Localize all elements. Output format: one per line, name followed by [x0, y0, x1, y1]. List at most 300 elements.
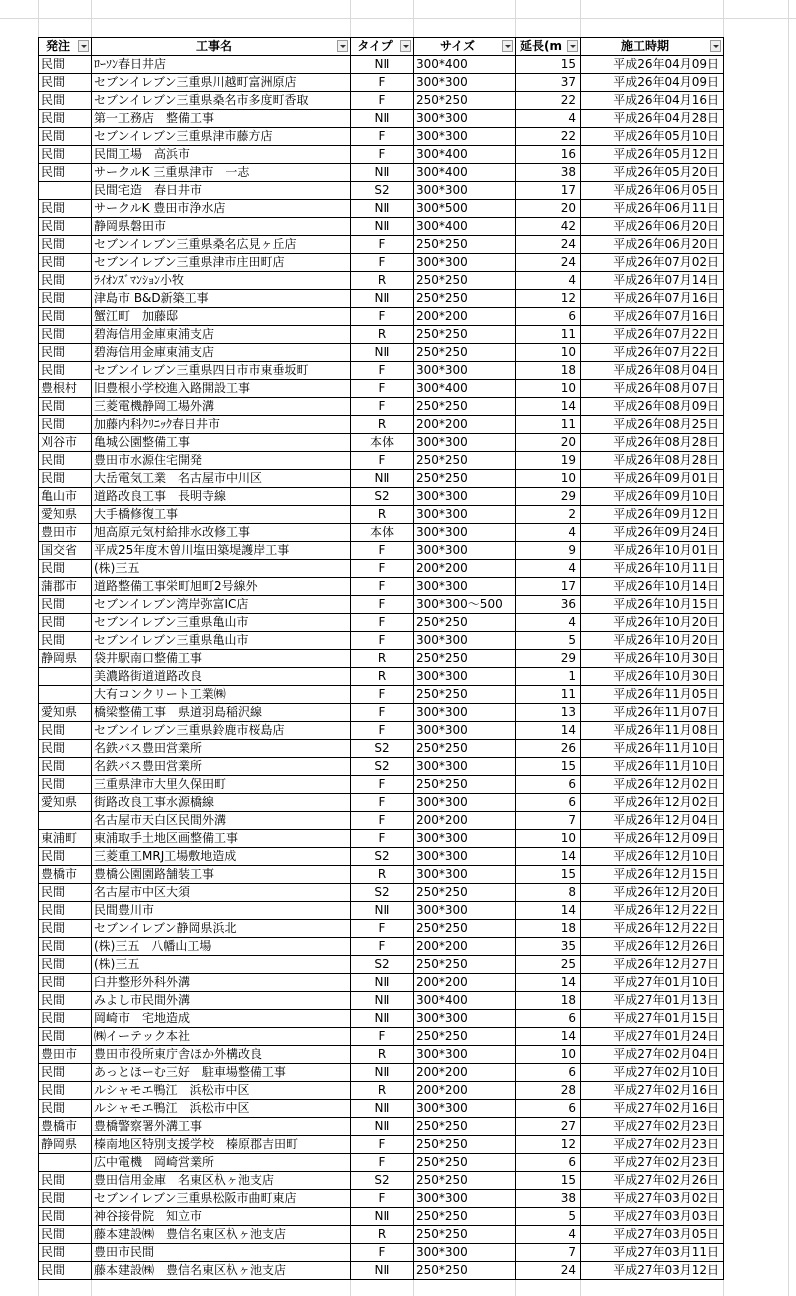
cell-size[interactable]: 200*200 [414, 308, 516, 326]
cell-size[interactable]: 250*250 [414, 326, 516, 344]
cell-project-name[interactable]: セブンイレブン三重県桑名広見ヶ丘店 [92, 236, 351, 254]
cell-client[interactable]: 民間 [39, 1100, 92, 1118]
cell-type[interactable]: F [351, 362, 414, 380]
cell-project-name[interactable]: 豊田市役所東庁舎ほか外構改良 [92, 1046, 351, 1064]
cell-type[interactable]: NⅡ [351, 1064, 414, 1082]
cell-type[interactable]: 本体 [351, 434, 414, 452]
cell-type[interactable]: NⅡ [351, 1118, 414, 1136]
cell-project-name[interactable]: 三菱電機静岡工場外溝 [92, 398, 351, 416]
cell-project-name[interactable]: 旧豊根小学校進入路開設工事 [92, 380, 351, 398]
cell-project-name[interactable]: 袋井駅南口整備工事 [92, 650, 351, 668]
cell-size[interactable]: 250*250 [414, 272, 516, 290]
cell-size[interactable]: 250*250 [414, 1154, 516, 1172]
cell-date[interactable]: 平成26年07月22日 [581, 326, 724, 344]
cell-size[interactable]: 300*400 [414, 164, 516, 182]
cell-date[interactable]: 平成27年01月13日 [581, 992, 724, 1010]
cell-date[interactable]: 平成27年01月10日 [581, 974, 724, 992]
cell-client[interactable]: 静岡県 [39, 1136, 92, 1154]
cell-date[interactable]: 平成26年11月07日 [581, 704, 724, 722]
cell-client[interactable]: 民間 [39, 74, 92, 92]
cell-length[interactable]: 35 [516, 938, 581, 956]
cell-type[interactable]: F [351, 632, 414, 650]
cell-project-name[interactable]: 橋梁整備工事 県道羽島稲沢線 [92, 704, 351, 722]
cell-client[interactable]: 民間 [39, 452, 92, 470]
cell-project-name[interactable]: 街路改良工事水源橋線 [92, 794, 351, 812]
cell-client[interactable]: 民間 [39, 776, 92, 794]
cell-type[interactable]: R [351, 866, 414, 884]
cell-size[interactable]: 300*300 [414, 182, 516, 200]
cell-type[interactable]: NⅡ [351, 470, 414, 488]
cell-date[interactable]: 平成26年12月22日 [581, 920, 724, 938]
cell-size[interactable]: 300*300 [414, 668, 516, 686]
cell-date[interactable]: 平成26年11月05日 [581, 686, 724, 704]
cell-date[interactable]: 平成26年05月10日 [581, 128, 724, 146]
cell-size[interactable]: 250*250 [414, 92, 516, 110]
cell-project-name[interactable]: 豊田市民間 [92, 1244, 351, 1262]
cell-type[interactable]: S2 [351, 758, 414, 776]
cell-size[interactable]: 300*300 [414, 488, 516, 506]
cell-length[interactable]: 6 [516, 308, 581, 326]
cell-type[interactable]: R [351, 668, 414, 686]
cell-date[interactable]: 平成26年10月30日 [581, 668, 724, 686]
cell-type[interactable]: F [351, 380, 414, 398]
cell-type[interactable]: F [351, 776, 414, 794]
cell-project-name[interactable]: 豊田市水源住宅開発 [92, 452, 351, 470]
cell-type[interactable]: NⅡ [351, 56, 414, 74]
cell-length[interactable]: 38 [516, 1190, 581, 1208]
cell-size[interactable]: 300*300 [414, 758, 516, 776]
cell-date[interactable]: 平成26年12月15日 [581, 866, 724, 884]
cell-client[interactable]: 民間 [39, 560, 92, 578]
cell-type[interactable]: F [351, 254, 414, 272]
cell-size[interactable]: 250*250 [414, 344, 516, 362]
cell-client[interactable]: 愛知県 [39, 704, 92, 722]
cell-length[interactable]: 10 [516, 344, 581, 362]
cell-type[interactable]: F [351, 1154, 414, 1172]
cell-project-name[interactable]: 津島市 B&D新築工事 [92, 290, 351, 308]
cell-length[interactable]: 17 [516, 182, 581, 200]
cell-project-name[interactable]: 榛南地区特別支援学校 榛原郡吉田町 [92, 1136, 351, 1154]
cell-length[interactable]: 4 [516, 560, 581, 578]
cell-client[interactable]: 蒲郡市 [39, 578, 92, 596]
cell-client[interactable]: 民間 [39, 290, 92, 308]
cell-size[interactable]: 200*200 [414, 812, 516, 830]
cell-project-name[interactable]: ﾛｰｿﾝ春日井店 [92, 56, 351, 74]
cell-date[interactable]: 平成26年12月02日 [581, 794, 724, 812]
cell-date[interactable]: 平成26年10月30日 [581, 650, 724, 668]
cell-size[interactable]: 250*250 [414, 920, 516, 938]
cell-project-name[interactable]: 名鉄バス豊田営業所 [92, 758, 351, 776]
cell-project-name[interactable]: みよし市民間外溝 [92, 992, 351, 1010]
cell-length[interactable]: 14 [516, 848, 581, 866]
cell-project-name[interactable]: 藤本建設㈱ 豊信名東区杁ヶ池支店 [92, 1226, 351, 1244]
cell-size[interactable]: 200*200 [414, 938, 516, 956]
cell-date[interactable]: 平成26年10月20日 [581, 614, 724, 632]
cell-client[interactable]: 民間 [39, 56, 92, 74]
cell-size[interactable]: 250*250 [414, 956, 516, 974]
cell-client[interactable] [39, 686, 92, 704]
cell-length[interactable]: 24 [516, 1262, 581, 1280]
filter-dropdown-icon[interactable] [502, 40, 513, 52]
cell-date[interactable]: 平成26年10月11日 [581, 560, 724, 578]
filter-dropdown-icon[interactable] [78, 40, 89, 52]
cell-client[interactable]: 民間 [39, 218, 92, 236]
cell-length[interactable]: 5 [516, 1208, 581, 1226]
cell-size[interactable]: 200*200 [414, 1064, 516, 1082]
cell-date[interactable]: 平成26年10月15日 [581, 596, 724, 614]
cell-project-name[interactable]: 東浦取手土地区画整備工事 [92, 830, 351, 848]
cell-type[interactable]: R [351, 1082, 414, 1100]
cell-length[interactable]: 14 [516, 398, 581, 416]
cell-project-name[interactable]: 三菱重工MRJ工場敷地造成 [92, 848, 351, 866]
cell-date[interactable]: 平成26年12月10日 [581, 848, 724, 866]
cell-project-name[interactable]: セブンイレブン三重県亀山市 [92, 614, 351, 632]
cell-project-name[interactable]: 神谷接骨院 知立市 [92, 1208, 351, 1226]
cell-length[interactable]: 16 [516, 146, 581, 164]
cell-date[interactable]: 平成26年10月14日 [581, 578, 724, 596]
cell-date[interactable]: 平成26年08月09日 [581, 398, 724, 416]
cell-type[interactable]: F [351, 704, 414, 722]
cell-length[interactable]: 1 [516, 668, 581, 686]
cell-project-name[interactable]: セブンイレブン三重県川越町富洲原店 [92, 74, 351, 92]
cell-size[interactable]: 250*250 [414, 470, 516, 488]
cell-size[interactable]: 300*300 [414, 794, 516, 812]
cell-date[interactable]: 平成26年11月10日 [581, 758, 724, 776]
cell-size[interactable]: 300*300 [414, 848, 516, 866]
cell-type[interactable]: F [351, 236, 414, 254]
cell-date[interactable]: 平成27年03月02日 [581, 1190, 724, 1208]
cell-client[interactable]: 豊橋市 [39, 866, 92, 884]
cell-type[interactable]: F [351, 578, 414, 596]
cell-project-name[interactable]: セブンイレブン三重県鈴鹿市桜島店 [92, 722, 351, 740]
cell-length[interactable]: 4 [516, 272, 581, 290]
cell-date[interactable]: 平成27年02月16日 [581, 1100, 724, 1118]
cell-type[interactable]: F [351, 938, 414, 956]
cell-type[interactable]: F [351, 1190, 414, 1208]
cell-length[interactable]: 37 [516, 74, 581, 92]
cell-length[interactable]: 22 [516, 128, 581, 146]
cell-date[interactable]: 平成26年12月20日 [581, 884, 724, 902]
cell-type[interactable]: S2 [351, 182, 414, 200]
cell-client[interactable]: 民間 [39, 1190, 92, 1208]
cell-date[interactable]: 平成26年12月26日 [581, 938, 724, 956]
cell-length[interactable]: 10 [516, 470, 581, 488]
cell-type[interactable]: R [351, 416, 414, 434]
cell-date[interactable]: 平成26年12月09日 [581, 830, 724, 848]
cell-size[interactable]: 200*200 [414, 560, 516, 578]
cell-client[interactable]: 民間 [39, 470, 92, 488]
cell-project-name[interactable]: 民間宅造 春日井市 [92, 182, 351, 200]
cell-type[interactable]: F [351, 830, 414, 848]
cell-size[interactable]: 300*300 [414, 1190, 516, 1208]
cell-client[interactable]: 豊田市 [39, 524, 92, 542]
cell-length[interactable]: 9 [516, 542, 581, 560]
cell-project-name[interactable]: 豊橋公園園路舗装工事 [92, 866, 351, 884]
cell-length[interactable]: 15 [516, 1172, 581, 1190]
cell-length[interactable]: 20 [516, 200, 581, 218]
cell-length[interactable]: 24 [516, 236, 581, 254]
cell-date[interactable]: 平成26年09月01日 [581, 470, 724, 488]
cell-date[interactable]: 平成26年12月27日 [581, 956, 724, 974]
cell-project-name[interactable]: 道路整備工事栄町旭町2号線外 [92, 578, 351, 596]
cell-client[interactable]: 豊田市 [39, 1046, 92, 1064]
cell-date[interactable]: 平成27年03月11日 [581, 1244, 724, 1262]
cell-length[interactable]: 15 [516, 56, 581, 74]
cell-client[interactable]: 民間 [39, 632, 92, 650]
cell-client[interactable]: 民間 [39, 164, 92, 182]
cell-length[interactable]: 6 [516, 1100, 581, 1118]
cell-client[interactable]: 民間 [39, 1208, 92, 1226]
cell-client[interactable]: 民間 [39, 326, 92, 344]
cell-client[interactable]: 豊橋市 [39, 1118, 92, 1136]
cell-type[interactable]: F [351, 614, 414, 632]
cell-length[interactable]: 14 [516, 902, 581, 920]
cell-size[interactable]: 300*300 [414, 722, 516, 740]
cell-type[interactable]: NⅡ [351, 1208, 414, 1226]
cell-length[interactable]: 6 [516, 1154, 581, 1172]
cell-length[interactable]: 5 [516, 632, 581, 650]
cell-size[interactable]: 200*200 [414, 416, 516, 434]
cell-project-name[interactable]: 蟹江町 加藤邸 [92, 308, 351, 326]
cell-project-name[interactable]: 大手橋修復工事 [92, 506, 351, 524]
cell-project-name[interactable]: サークルK 豊田市浄水店 [92, 200, 351, 218]
cell-client[interactable]: 民間 [39, 1172, 92, 1190]
cell-project-name[interactable]: ﾗｲｵﾝｽﾞﾏﾝｼｮﾝ小牧 [92, 272, 351, 290]
cell-size[interactable]: 300*300 [414, 830, 516, 848]
cell-size[interactable]: 300*300 [414, 254, 516, 272]
cell-length[interactable]: 29 [516, 488, 581, 506]
cell-length[interactable]: 12 [516, 1136, 581, 1154]
filter-dropdown-icon[interactable] [400, 40, 411, 52]
cell-project-name[interactable]: 加藤内科ｸﾘﾆｯｸ春日井市 [92, 416, 351, 434]
cell-date[interactable]: 平成26年12月04日 [581, 812, 724, 830]
cell-client[interactable]: 愛知県 [39, 506, 92, 524]
cell-date[interactable]: 平成26年07月14日 [581, 272, 724, 290]
cell-date[interactable]: 平成26年08月25日 [581, 416, 724, 434]
cell-size[interactable]: 250*250 [414, 398, 516, 416]
cell-client[interactable]: 民間 [39, 884, 92, 902]
cell-project-name[interactable]: セブンイレブン三重県四日市市東垂坂町 [92, 362, 351, 380]
cell-project-name[interactable]: 道路改良工事 長明寺線 [92, 488, 351, 506]
cell-date[interactable]: 平成26年07月02日 [581, 254, 724, 272]
cell-date[interactable]: 平成27年03月12日 [581, 1262, 724, 1280]
cell-client[interactable]: 民間 [39, 146, 92, 164]
cell-size[interactable]: 250*250 [414, 236, 516, 254]
cell-date[interactable]: 平成26年04月09日 [581, 74, 724, 92]
cell-type[interactable]: R [351, 272, 414, 290]
cell-length[interactable]: 22 [516, 92, 581, 110]
cell-project-name[interactable]: 豊橋警察署外溝工事 [92, 1118, 351, 1136]
cell-project-name[interactable]: セブンイレブン静岡県浜北 [92, 920, 351, 938]
cell-size[interactable]: 300*300 [414, 128, 516, 146]
cell-client[interactable] [39, 812, 92, 830]
cell-client[interactable]: 民間 [39, 848, 92, 866]
cell-length[interactable]: 10 [516, 830, 581, 848]
cell-type[interactable]: F [351, 596, 414, 614]
cell-size[interactable]: 300*400 [414, 56, 516, 74]
cell-length[interactable]: 26 [516, 740, 581, 758]
cell-client[interactable]: 東浦町 [39, 830, 92, 848]
cell-size[interactable]: 300*300 [414, 578, 516, 596]
cell-project-name[interactable]: 碧海信用金庫東浦支店 [92, 326, 351, 344]
cell-project-name[interactable]: セブンイレブン三重県桑名市多度町香取 [92, 92, 351, 110]
cell-client[interactable]: 民間 [39, 200, 92, 218]
cell-type[interactable]: NⅡ [351, 902, 414, 920]
cell-date[interactable]: 平成26年06月11日 [581, 200, 724, 218]
cell-length[interactable]: 28 [516, 1082, 581, 1100]
cell-type[interactable]: F [351, 128, 414, 146]
cell-type[interactable]: F [351, 794, 414, 812]
cell-length[interactable]: 7 [516, 812, 581, 830]
cell-project-name[interactable]: サークルK 三重県津市 一志 [92, 164, 351, 182]
cell-type[interactable]: F [351, 560, 414, 578]
cell-size[interactable]: 250*250 [414, 884, 516, 902]
cell-size[interactable]: 250*250 [414, 1208, 516, 1226]
filter-dropdown-icon[interactable] [567, 40, 578, 52]
cell-client[interactable]: 愛知県 [39, 794, 92, 812]
cell-size[interactable]: 300*300 [414, 866, 516, 884]
cell-client[interactable]: 民間 [39, 1010, 92, 1028]
cell-length[interactable]: 17 [516, 578, 581, 596]
cell-date[interactable]: 平成27年02月23日 [581, 1118, 724, 1136]
cell-date[interactable]: 平成26年08月28日 [581, 434, 724, 452]
cell-size[interactable]: 300*400 [414, 146, 516, 164]
cell-client[interactable]: 民間 [39, 92, 92, 110]
cell-length[interactable]: 29 [516, 650, 581, 668]
cell-type[interactable]: F [351, 812, 414, 830]
cell-type[interactable]: NⅡ [351, 344, 414, 362]
cell-length[interactable]: 4 [516, 110, 581, 128]
cell-size[interactable]: 300*300 [414, 524, 516, 542]
cell-date[interactable]: 平成26年10月01日 [581, 542, 724, 560]
cell-date[interactable]: 平成27年02月10日 [581, 1064, 724, 1082]
cell-type[interactable]: F [351, 542, 414, 560]
cell-date[interactable]: 平成26年09月24日 [581, 524, 724, 542]
cell-date[interactable]: 平成27年03月05日 [581, 1226, 724, 1244]
cell-type[interactable]: S2 [351, 488, 414, 506]
cell-size[interactable]: 250*250 [414, 776, 516, 794]
cell-size[interactable]: 300*300 [414, 632, 516, 650]
cell-project-name[interactable]: 民間工場 高浜市 [92, 146, 351, 164]
cell-size[interactable]: 250*250 [414, 740, 516, 758]
cell-project-name[interactable]: ルシャモエ鴨江 浜松市中区 [92, 1100, 351, 1118]
cell-date[interactable]: 平成26年04月28日 [581, 110, 724, 128]
cell-project-name[interactable]: 亀城公園整備工事 [92, 434, 351, 452]
cell-date[interactable]: 平成27年02月16日 [581, 1082, 724, 1100]
cell-length[interactable]: 8 [516, 884, 581, 902]
cell-project-name[interactable]: 臼井整形外科外溝 [92, 974, 351, 992]
cell-client[interactable]: 民間 [39, 362, 92, 380]
cell-project-name[interactable]: 広中電機 岡崎営業所 [92, 1154, 351, 1172]
cell-length[interactable]: 18 [516, 992, 581, 1010]
cell-length[interactable]: 14 [516, 974, 581, 992]
cell-project-name[interactable]: セブンイレブン三重県津市藤方店 [92, 128, 351, 146]
cell-type[interactable]: F [351, 398, 414, 416]
cell-client[interactable]: 民間 [39, 1244, 92, 1262]
cell-client[interactable]: 民間 [39, 1082, 92, 1100]
cell-client[interactable]: 刈谷市 [39, 434, 92, 452]
cell-client[interactable]: 民間 [39, 110, 92, 128]
cell-size[interactable]: 300*300 [414, 542, 516, 560]
cell-project-name[interactable]: 岡崎市 宅地造成 [92, 1010, 351, 1028]
cell-length[interactable]: 15 [516, 866, 581, 884]
cell-length[interactable]: 19 [516, 452, 581, 470]
cell-date[interactable]: 平成26年09月12日 [581, 506, 724, 524]
cell-client[interactable]: 民間 [39, 614, 92, 632]
cell-length[interactable]: 38 [516, 164, 581, 182]
cell-project-name[interactable]: セブンイレブン三重県亀山市 [92, 632, 351, 650]
cell-date[interactable]: 平成26年08月04日 [581, 362, 724, 380]
cell-type[interactable]: S2 [351, 956, 414, 974]
cell-type[interactable]: F [351, 1244, 414, 1262]
cell-type[interactable]: NⅡ [351, 290, 414, 308]
cell-length[interactable]: 4 [516, 524, 581, 542]
cell-type[interactable]: R [351, 1226, 414, 1244]
cell-project-name[interactable]: 名古屋市中区大須 [92, 884, 351, 902]
cell-date[interactable]: 平成26年05月20日 [581, 164, 724, 182]
cell-project-name[interactable]: (株)三五 [92, 956, 351, 974]
cell-client[interactable]: 亀山市 [39, 488, 92, 506]
cell-size[interactable]: 250*250 [414, 1172, 516, 1190]
cell-client[interactable]: 民間 [39, 308, 92, 326]
cell-client[interactable]: 民間 [39, 938, 92, 956]
cell-type[interactable]: F [351, 92, 414, 110]
cell-date[interactable]: 平成26年08月28日 [581, 452, 724, 470]
cell-type[interactable]: NⅡ [351, 1010, 414, 1028]
cell-type[interactable]: F [351, 308, 414, 326]
cell-type[interactable]: S2 [351, 740, 414, 758]
cell-client[interactable]: 民間 [39, 344, 92, 362]
cell-project-name[interactable]: 民間豊川市 [92, 902, 351, 920]
cell-size[interactable]: 300*400 [414, 380, 516, 398]
cell-length[interactable]: 6 [516, 1010, 581, 1028]
cell-project-name[interactable]: あっとほーむ三好 駐車場整備工事 [92, 1064, 351, 1082]
cell-project-name[interactable]: 三重県津市大里久保田町 [92, 776, 351, 794]
cell-length[interactable]: 6 [516, 776, 581, 794]
cell-project-name[interactable]: ㈱イーテック本社 [92, 1028, 351, 1046]
cell-client[interactable]: 民間 [39, 1064, 92, 1082]
cell-size[interactable]: 300*400 [414, 218, 516, 236]
cell-client[interactable]: 民間 [39, 128, 92, 146]
cell-client[interactable] [39, 182, 92, 200]
cell-size[interactable]: 300*400 [414, 992, 516, 1010]
cell-length[interactable]: 14 [516, 1028, 581, 1046]
cell-length[interactable]: 6 [516, 794, 581, 812]
cell-size[interactable]: 300*300 [414, 506, 516, 524]
cell-date[interactable]: 平成26年11月10日 [581, 740, 724, 758]
cell-client[interactable]: 静岡県 [39, 650, 92, 668]
cell-length[interactable]: 27 [516, 1118, 581, 1136]
cell-size[interactable]: 300*300 [414, 434, 516, 452]
cell-type[interactable]: S2 [351, 884, 414, 902]
cell-client[interactable]: 民間 [39, 272, 92, 290]
cell-client[interactable]: 民間 [39, 974, 92, 992]
cell-type[interactable]: NⅡ [351, 1262, 414, 1280]
cell-type[interactable]: S2 [351, 848, 414, 866]
cell-type[interactable]: NⅡ [351, 1100, 414, 1118]
cell-type[interactable]: NⅡ [351, 992, 414, 1010]
cell-client[interactable] [39, 1154, 92, 1172]
cell-type[interactable]: S2 [351, 1172, 414, 1190]
cell-client[interactable]: 民間 [39, 992, 92, 1010]
cell-client[interactable]: 民間 [39, 596, 92, 614]
cell-client[interactable]: 民間 [39, 956, 92, 974]
cell-project-name[interactable]: 名古屋市天白区民間外溝 [92, 812, 351, 830]
cell-size[interactable]: 200*200 [414, 974, 516, 992]
cell-date[interactable]: 平成26年06月20日 [581, 218, 724, 236]
cell-client[interactable] [39, 668, 92, 686]
cell-size[interactable]: 300*500 [414, 200, 516, 218]
